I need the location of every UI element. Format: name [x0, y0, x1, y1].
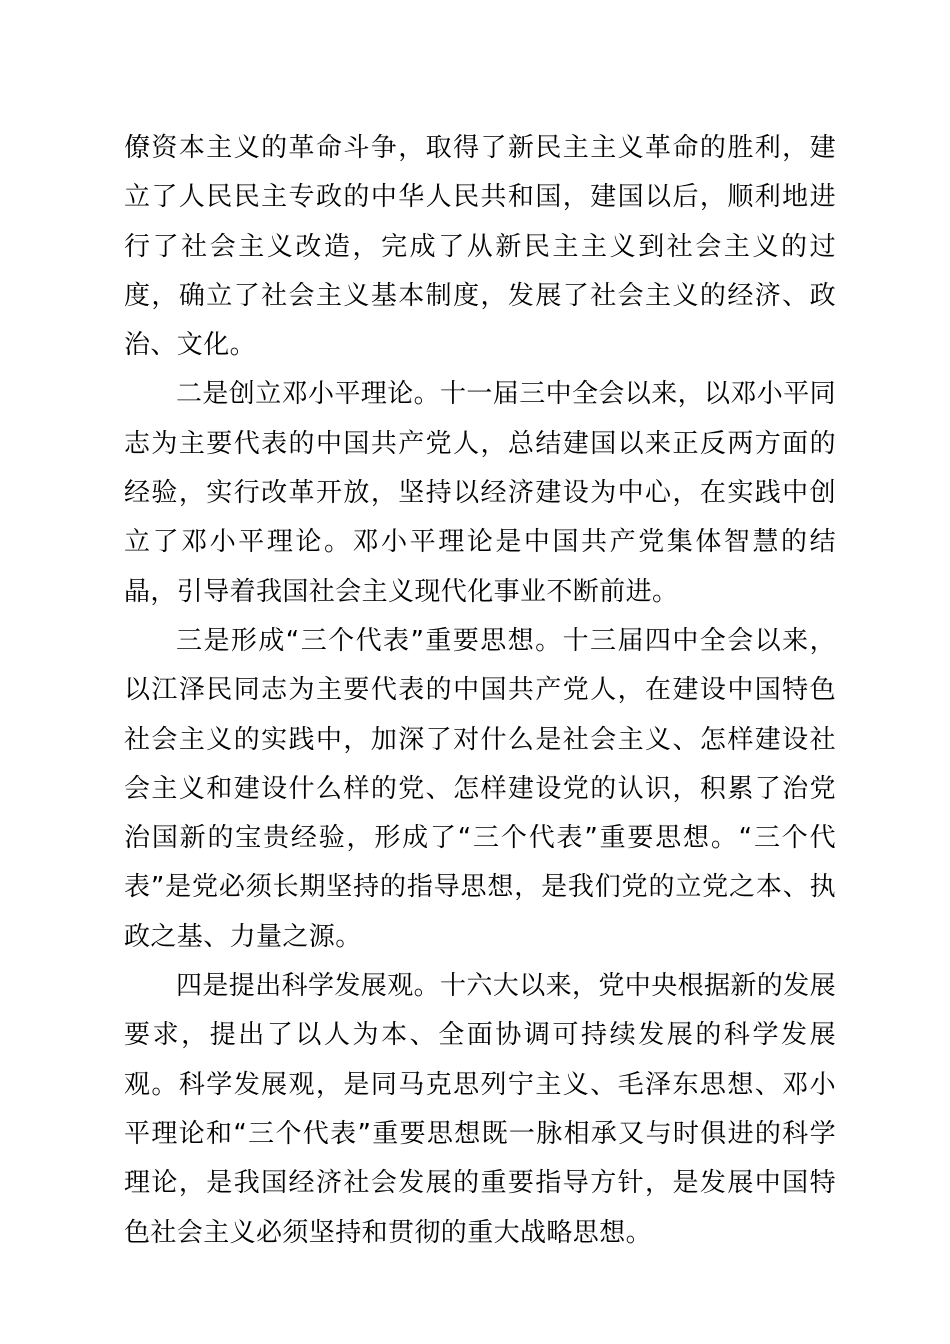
paragraph-scientific-outlook: 四是提出科学发展观。十六大以来，党中央根据新的发展要求，提出了以人为本、全面协调可持续发展的科学发展观。科学发展观，是同马克思列宁主义、毛泽东思想、邓小平理论和“三个代表”重要思想既一脉相承又与时俱进的科学理论，是我国经济社会发展的重要指导方针，是发展中国特色社会主义必须坚持和贯彻的重大战略思想。	[124, 971, 837, 1248]
paragraph-three-represents: 三是形成“三个代表”重要思想。十三届四中全会以来，以江泽民同志为主要代表的中国共产党人，在建设中国特色社会主义的实践中，加深了对什么是社会主义、怎样建设社会主义和建设什么样的党、怎样建设党的认识，积累了治党治国新的宝贵经验，形成了“三个代表”重要思想。“三个代表”是党必须长期坚持的指导思想，是我们党的立党之本、执政之基、力量之源。	[124, 625, 836, 952]
body-text	[124, 124, 836, 1258]
paragraph-deng-xiaoping-theory: 二是创立邓小平理论。十一届三中全会以来，以邓小平同志为主要代表的中国共产党人，总结建国以来正反两方面的经验，实行改革开放，坚持以经济建设为中心，在实践中创立了邓小平理论。邓小平理论是中国共产党集体智慧的结晶，引导着我国社会主义现代化事业不断前进。	[124, 379, 837, 607]
paragraph-continuation: 僚资本主义的革命斗争，取得了新民主主义革命的胜利，建立了人民民主专政的中华人民共和国，建国以后，顺利地进行了社会主义改造，完成了从新民主主义到社会主义的过度，确立了社会主义基本制度，发展了社会主义的经济、政治、文化。	[124, 133, 836, 361]
